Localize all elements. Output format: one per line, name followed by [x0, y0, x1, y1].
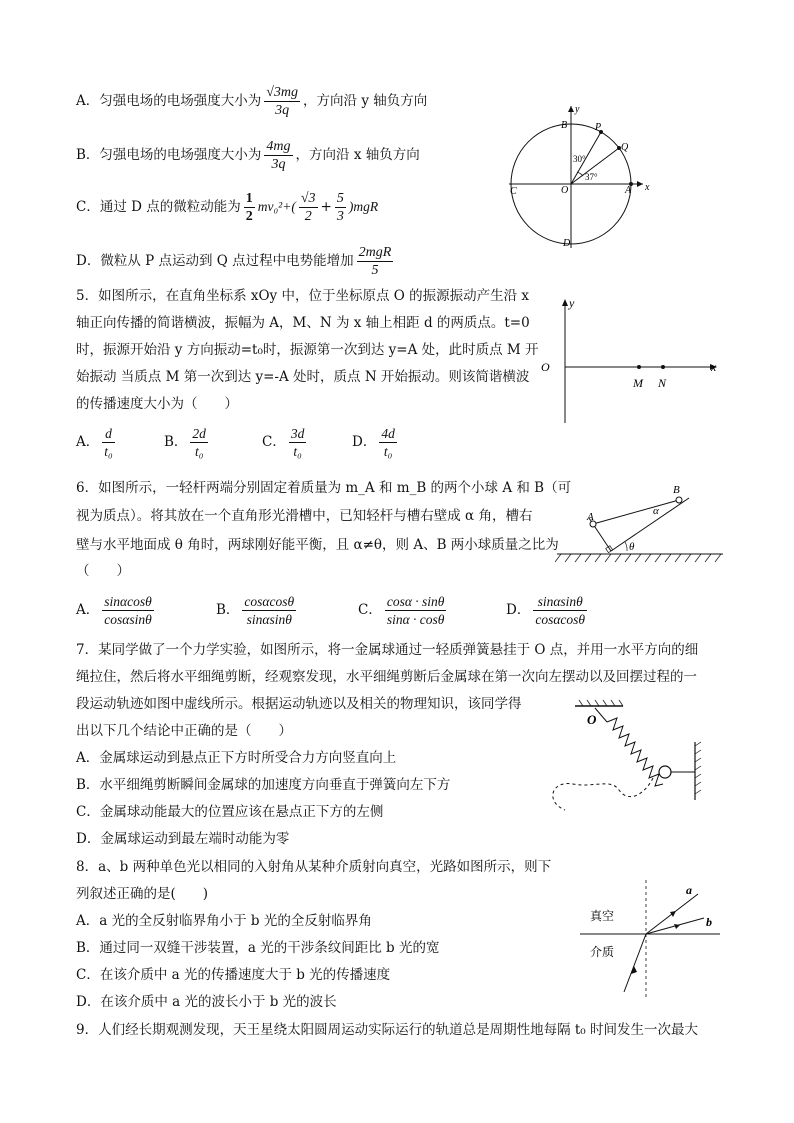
q7-metal-ball: [659, 766, 671, 778]
q6-stem-line-2: 视为质点）。将其放在一个直角形光滑槽中，已知轻杆与槽右壁成 α 角，槽右: [76, 508, 533, 524]
q4-label-d: D: [563, 238, 571, 249]
q5-stem-line-3: 时，振源开始沿 y 方向振动=t₀时，振源第一次到达 y=A 处，此时质点 M 开: [76, 342, 539, 358]
q4-option-b: B．匀强电场的电场强度大小为 $\frac{4mg}{3q}$ ，方向沿 x 轴负方向: [76, 139, 420, 172]
q4-label-b: B: [561, 120, 568, 131]
q6-option-c: C． $\frac{\cos\alpha \cdot \sin\theta}{\sin\alpha \cdot \cos\theta}$: [358, 594, 445, 627]
q7-label-o: O: [587, 712, 597, 727]
q6-label-a: A: [587, 511, 594, 523]
q5-options: [76, 420, 476, 464]
q4-option-a: A．匀强电场的电场强度大小为 $\frac{√3mg}{3q}$ ，方向沿 y 轴负方向: [76, 85, 428, 118]
q6-ball-b: [676, 497, 682, 503]
q4-c-fraction-2: $\frac{5}{3}$: [336, 191, 344, 224]
q5-stem-line-4: 始振动 当质点 M 第一次到达 y=-A 处时，质点 N 开始振动。则该简谐横波: [76, 369, 530, 385]
q8-option-c: C．在该介质中 a 光的传播速度大于 b 光的传播速度: [76, 967, 391, 983]
q7-option-b: B．水平细绳剪断瞬间金属球的加速度方向垂直于弹簧向左下方: [76, 777, 451, 793]
q6-label-alpha: α: [653, 505, 659, 517]
q4-label-q: Q: [621, 142, 629, 153]
q6-stem-line-1: 6．如图所示，一轻杆两端分别固定着质量为 m_A 和 m_B 的两个小球 A 和 B（可: [76, 480, 572, 496]
q7-spring-figure: [545, 698, 715, 818]
q8-incident-ray: [624, 934, 646, 992]
q7-stem-line-3: 段运动轨迹如图中虚线所示。根据运动轨迹以及相关的物理知识，该同学得: [76, 696, 522, 712]
q5-stem-line-1: 5．如图所示，在直角坐标系 xOy 中，位于坐标原点 O 的振源振动产生沿 x: [76, 288, 530, 304]
q6-option-a: A． $\frac{\sin\alpha\cos\theta}{\cos\alpha\sin\theta}$: [76, 594, 152, 627]
q6-right-wall: [611, 498, 689, 551]
q5-axis-figure: [535, 295, 725, 425]
q5-label-o: O: [541, 360, 550, 374]
q8-option-a: A．a 光的全反射临界角小于 b 光的全反射临界角: [76, 913, 372, 929]
q4-c-fraction-1: $\frac{√3}{2}$: [300, 191, 316, 224]
q6-groove-figure: [555, 478, 725, 568]
q5-label-m: M: [633, 376, 643, 390]
q4-b-fraction: $\frac{4mg}{3q}$: [266, 139, 291, 172]
q6-label-theta: θ: [629, 541, 635, 553]
q4-c-half: $\frac{1}{2}$: [245, 191, 253, 224]
q5-stem-line-2: 轴正向传播的简谐横波，振幅为 A，M、N 为 x 轴上相距 d 的两质点。t=0: [76, 315, 530, 331]
q6-rod: [593, 500, 679, 524]
q4-angle-30: 30°: [573, 154, 586, 164]
q7-stem-line-4: 出以下几个结论中正确的是（ ）: [76, 723, 292, 739]
q7-stem-line-1: 7．某同学做了一个力学实验，如图所示，将一金属球通过一轻质弹簧悬挂于 O 点，并用一水平方向的细: [76, 642, 699, 658]
q8-stem-line-2: 列叙述正确的是( ): [76, 886, 209, 902]
q6-option-d: D． $\frac{\sin\alpha\sin\theta}{\cos\alpha\cos\theta}$: [506, 594, 586, 627]
q4-label-c: C: [510, 186, 517, 197]
q8-label-b: b: [706, 915, 712, 929]
q5-option-c: C． $\frac{3d}{\text{t₀}}$: [262, 426, 305, 459]
q8-option-b: B．通过同一双缝干涉装置，a 光的干涉条纹间距比 b 光的宽: [76, 940, 440, 956]
q7-spring: [607, 718, 663, 786]
q6-stem-line-3: 壁与水平地面成 θ 角时，两球刚好能平衡，且 α≠θ，则 A、B 两小球质量之比为: [76, 537, 559, 553]
q5-stem-line-5: 的传播速度大小为（ ）: [76, 396, 238, 412]
q4-option-d: D．微粒从 P 点运动到 Q 点过程中电势能增加 $\frac{\text{2mgR}}{5}$: [76, 245, 392, 278]
q4-label-a: A: [625, 185, 632, 196]
q8-stem-line-1: 8．a、b 两种单色光以相同的入射角从某种介质射向真空，光路如图所示，则下: [76, 859, 552, 875]
q7-trajectory: [553, 778, 653, 810]
q7-option-c: C．金属球动能最大的位置应该在悬点正下方的左侧: [76, 804, 384, 820]
q4-d-fraction: $\frac{\text{2mgR}}{5}$: [358, 245, 392, 278]
q6-option-b: B． $\frac{\cos\alpha\cos\theta}{\sin\alpha\sin\theta}$: [216, 594, 295, 627]
q5-label-y: y: [569, 296, 575, 310]
q4-angle-37: 37°: [585, 172, 598, 182]
q4-option-c: C．通过 D 点的微粒动能为 $\frac{1}{2}$ mv₀²+( $\frac{√3}{2}$ + $\frac{5}{3}$ )mgR: [76, 191, 379, 224]
q7-option-d: D．金属球运动到最左端时动能为零: [76, 831, 290, 847]
q6-options: [76, 588, 636, 632]
q5-point-m: [637, 365, 641, 369]
q7-stem-line-2: 绳拉住，然后将水平细绳剪断，经观察发现，水平细绳剪断后金属球在第一次向左摆动以及回摆过程的一: [76, 669, 697, 685]
q4-label-p: P: [595, 122, 602, 133]
q4-circle-figure: [505, 100, 655, 250]
q5-option-a: A． $\frac{d}{\text{t₀}}$: [76, 426, 113, 459]
q5-label-x: x: [711, 360, 717, 374]
q5-option-b: B． $\frac{2d}{\text{t₀}}$: [164, 426, 206, 459]
q8-label-vacuum: 真空: [590, 909, 615, 923]
q6-label-b: B: [673, 484, 680, 496]
q4-label-x: x: [645, 182, 650, 193]
q5-point-n: [661, 365, 665, 369]
q4-label-y: y: [575, 104, 580, 115]
q4-label-o: O: [561, 185, 569, 196]
q8-label-medium: 介质: [590, 945, 615, 959]
q9-stem-line-1: 9．人们经长期观测发现，天王星绕太阳圆周运动实际运行的轨道总是周期性地每隔 t₀ 时间发生一次最大: [76, 1022, 699, 1038]
q8-option-d: D．在该介质中 a 光的波长小于 b 光的波长: [76, 994, 337, 1010]
q5-option-d: D． $\frac{4d}{\text{t₀}}$: [352, 426, 395, 459]
q6-stem-line-4: （ ）: [76, 563, 130, 579]
q8-label-a: a: [686, 883, 692, 897]
q8-refraction-figure: [580, 880, 730, 1000]
q4-a-fraction: $\frac{√3mg}{3q}$: [266, 85, 299, 118]
q7-option-a: A．金属球运动到悬点正下方时所受合力方向竖直向上: [76, 750, 397, 766]
q5-label-n: N: [658, 376, 667, 390]
